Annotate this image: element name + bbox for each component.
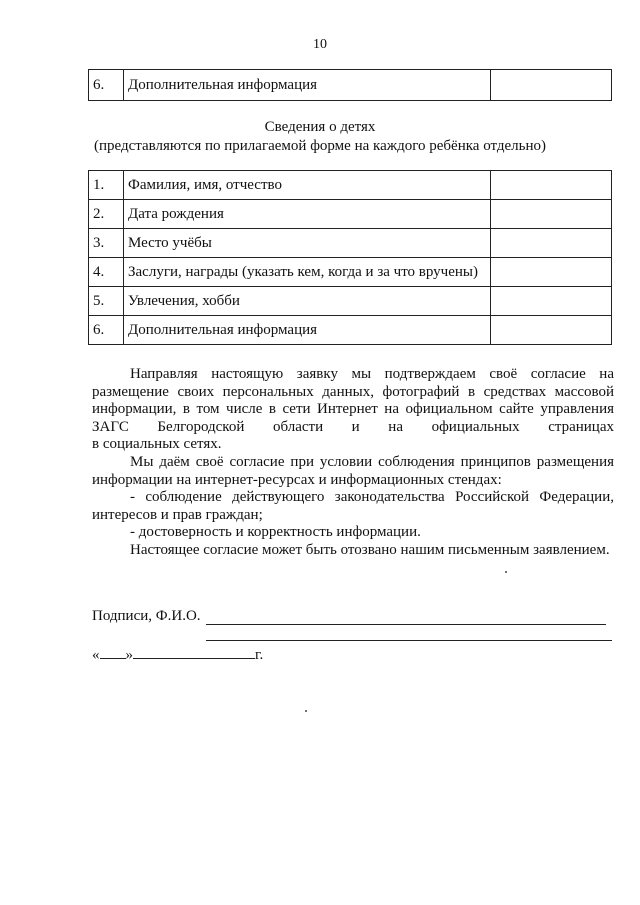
consent-paragraph: - соблюдение действующего законодательства Российской Федерации, интересов и прав граждан; <box>92 489 614 523</box>
row-label: Заслуги, награды (указать кем, когда и за что вручены) <box>124 258 491 287</box>
row-value-field[interactable] <box>491 258 612 287</box>
row-label: Дополнительная информация <box>124 70 491 101</box>
row-value-field[interactable] <box>491 200 612 229</box>
table-row <box>89 316 612 345</box>
signature-label: Подписи, Ф.И.О. <box>92 608 201 624</box>
consent-paragraph: Направляя настоящую заявку мы подтверждаем своё согласие на размещение своих персональных данных, фотографий в средствах массовой информации, в том числе в сети Интернет на официальном сайте управления ЗАГС Белгородской области и на официальных страницах <box>92 366 614 435</box>
row-label: Дата рождения <box>124 200 491 229</box>
row-label: Увлечения, хобби <box>124 287 491 316</box>
page-number: 10 <box>313 37 327 52</box>
row-number: 4. <box>89 258 124 287</box>
row-number: 2. <box>89 200 124 229</box>
signature-line[interactable] <box>206 624 606 625</box>
children-section-heading <box>0 118 640 156</box>
consent-paragraph: - достоверность и корректность информации. <box>130 524 421 541</box>
consent-text <box>92 366 614 560</box>
row-value-field[interactable] <box>491 229 612 258</box>
row-label: Дополнительная информация <box>124 316 491 345</box>
row-label: Фамилия, имя, отчество <box>124 171 491 200</box>
signature-line-2[interactable] <box>206 640 612 641</box>
additional-info-table <box>88 69 612 101</box>
date-close-quote: » <box>125 647 133 663</box>
table-row <box>89 171 612 200</box>
section-title: Сведения о детях <box>264 119 376 135</box>
row-value-field[interactable] <box>491 287 612 316</box>
table-row <box>89 70 612 101</box>
consent-paragraph: Настоящее согласие может быть отозвано нашим письменным заявлением. <box>130 541 610 558</box>
row-value-field[interactable] <box>491 316 612 345</box>
row-number: 5. <box>89 287 124 316</box>
row-number: 1. <box>89 171 124 200</box>
scan-speck <box>305 710 307 712</box>
date-open-quote: « <box>92 647 100 663</box>
year-suffix: г. <box>255 647 264 663</box>
table-row <box>89 229 612 258</box>
scan-speck <box>505 571 507 573</box>
day-blank[interactable] <box>100 646 126 659</box>
children-info-table <box>88 170 612 345</box>
table-row <box>89 258 612 287</box>
consent-paragraph: Мы даём своё согласие при условии соблюдения принципов размещения информации на интернет-ресурсах и информационных стендах: <box>92 453 614 488</box>
row-number: 6. <box>89 70 124 101</box>
row-number: 3. <box>89 229 124 258</box>
section-subtitle: (представляются по прилагаемой форме на каждого ребёнка отдельно) <box>93 138 546 154</box>
row-number: 6. <box>89 316 124 345</box>
table-row <box>89 200 612 229</box>
consent-paragraph-end: в социальных сетях. <box>92 436 222 453</box>
date-row <box>92 646 263 664</box>
row-label: Место учёбы <box>124 229 491 258</box>
row-value-field[interactable] <box>491 70 612 101</box>
row-value-field[interactable] <box>491 171 612 200</box>
month-blank[interactable] <box>133 646 255 659</box>
table-row <box>89 287 612 316</box>
